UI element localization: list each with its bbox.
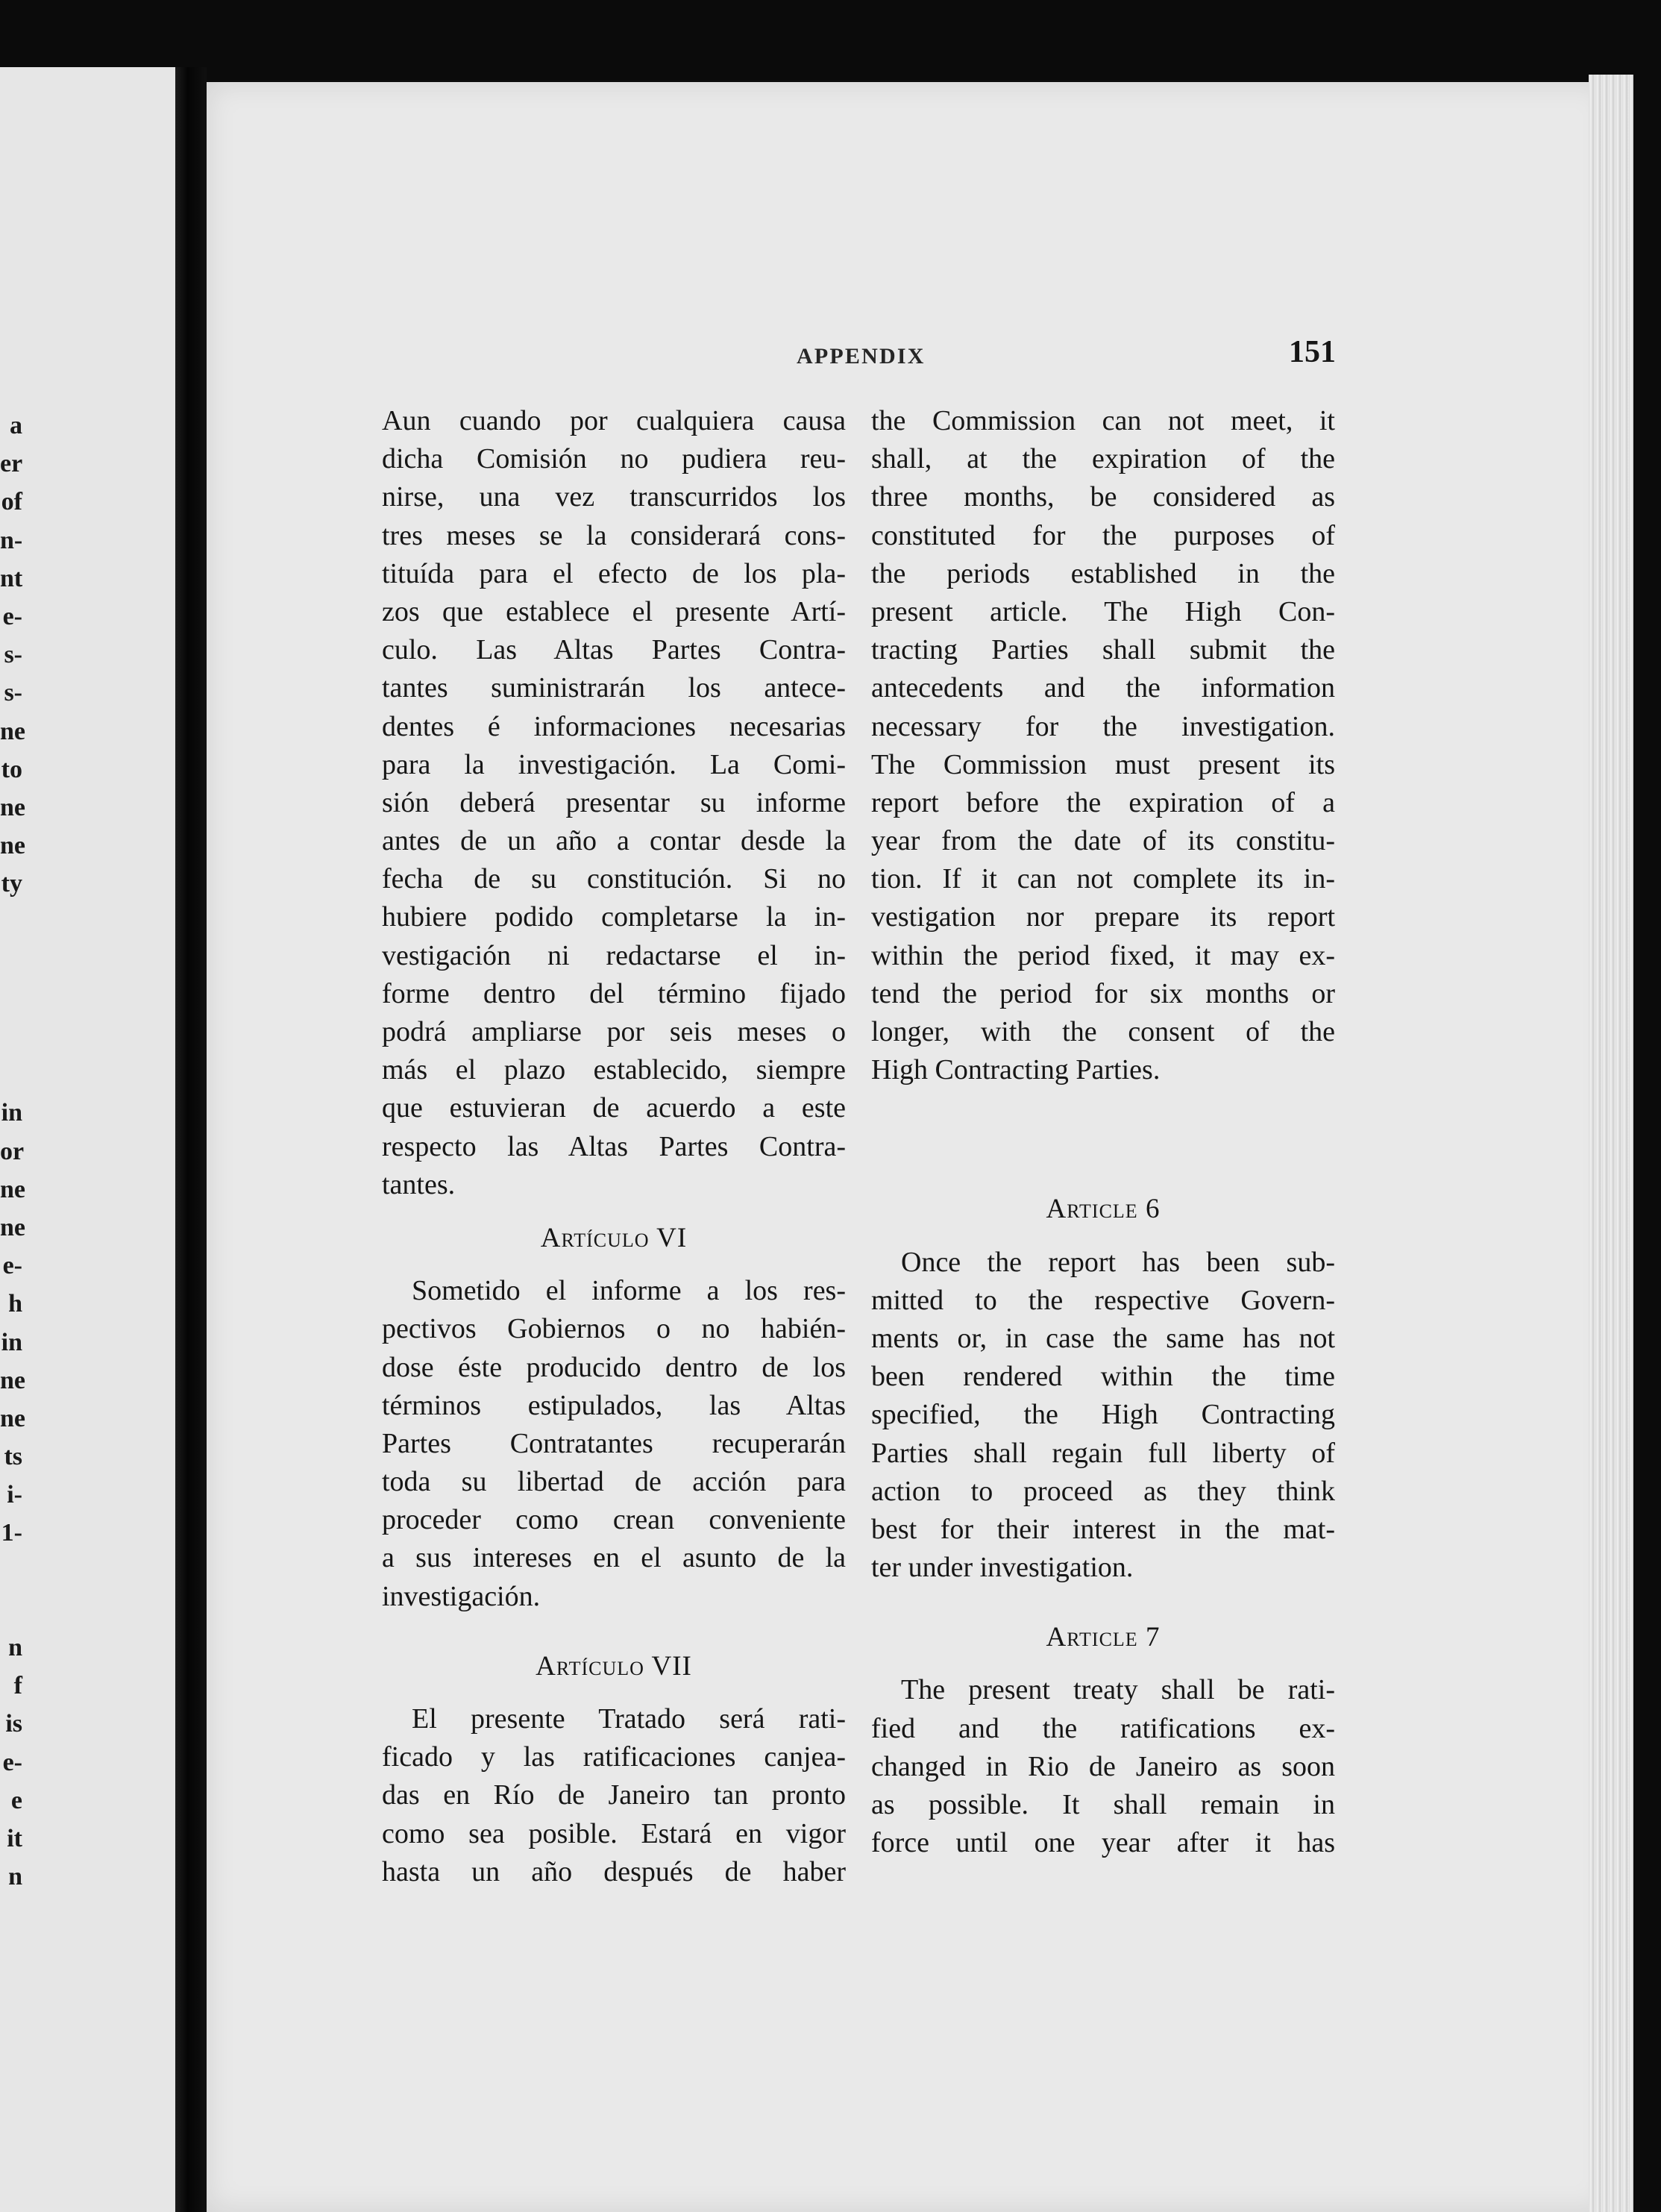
page-number: 151 xyxy=(1289,335,1336,369)
facing-page-fragment xyxy=(0,1018,22,1056)
articulo-vi-text xyxy=(382,1272,846,1616)
text-line: constituted for the purposes of xyxy=(871,519,1335,551)
text-line: a sus intereses en el asunto de la xyxy=(382,1542,846,1574)
text-line: year from the date of its constitu- xyxy=(871,825,1335,857)
facing-page-fragment: is xyxy=(5,1710,22,1738)
text-line: The present treaty shall be rati- xyxy=(901,1674,1335,1706)
facing-page-fragment: ne xyxy=(0,832,25,860)
text-line: the periods established in the xyxy=(871,557,1335,589)
text-line: ments or, in case the same has not xyxy=(871,1322,1335,1354)
facing-page-fragment: f xyxy=(13,1672,22,1700)
text-line: forme dentro del término fijado xyxy=(382,977,846,1009)
text-line: The Commission must present its xyxy=(871,748,1335,780)
text-line: Partes Contratantes recuperarán xyxy=(382,1427,846,1459)
facing-page-fragment xyxy=(0,1591,22,1629)
text-line: fied and the ratifications ex- xyxy=(871,1712,1335,1744)
text-line: three months, be considered as xyxy=(871,481,1335,513)
text-line: para la investigación. La Comi- xyxy=(382,748,846,780)
text-line: vestigación ni redactarse el in- xyxy=(382,939,846,971)
text-line: ter under investigation. xyxy=(871,1552,1134,1584)
text-line: High Contracting Parties. xyxy=(871,1054,1161,1086)
text-line: términos estipulados, las Altas xyxy=(382,1389,846,1421)
text-line: dicha Comisión no pudiera reu- xyxy=(382,443,846,475)
facing-page-fragment: a xyxy=(10,412,22,439)
facing-page-fragment: ne xyxy=(0,793,25,821)
text-line: dose éste producido dentro de los xyxy=(382,1351,846,1383)
text-line: fecha de su constitución. Si no xyxy=(382,863,846,895)
facing-page-fragment: 1- xyxy=(1,1519,22,1547)
text-line: Parties shall regain full liberty of xyxy=(871,1437,1335,1469)
facing-page-fragment: ne xyxy=(0,1366,25,1394)
text-line: culo. Las Altas Partes Contra- xyxy=(382,634,846,666)
book-gutter xyxy=(175,67,207,2212)
facing-page-fragment: i- xyxy=(7,1481,22,1509)
facing-page-fragment: in xyxy=(1,1328,22,1356)
text-line: El presente Tratado será rati- xyxy=(412,1703,846,1735)
facing-page-fragment: e- xyxy=(2,1748,22,1776)
facing-page-fragment: to xyxy=(1,755,22,783)
facing-page-fragment: it xyxy=(7,1824,22,1852)
facing-page-edge xyxy=(0,67,175,2212)
text-line: zos que establece el presente Artí- xyxy=(382,595,846,627)
text-line: tion. If it can not complete its in- xyxy=(871,863,1335,895)
text-line: tantes. xyxy=(382,1168,456,1200)
text-line: within the period fixed, it may ex- xyxy=(871,939,1335,971)
text-line: Sometido el informe a los res- xyxy=(412,1275,846,1307)
text-line: present article. The High Con- xyxy=(871,595,1335,627)
text-line: nirse, una vez transcurridos los xyxy=(382,481,846,513)
facing-page-fragment: ne xyxy=(0,1213,25,1241)
facing-page-fragment: h xyxy=(8,1290,22,1318)
facing-page-fragment: in xyxy=(1,1099,22,1127)
facing-page-fragment: ne xyxy=(0,1404,25,1432)
article-7-text xyxy=(871,1671,1335,1862)
facing-page-fragment: n- xyxy=(0,526,23,554)
text-line: hasta un año después de haber xyxy=(382,1855,846,1887)
text-line: que estuvieran de acuerdo a este xyxy=(382,1092,846,1124)
facing-page-fragment: e- xyxy=(2,1252,22,1280)
text-line: antes de un año a contar desde la xyxy=(382,825,846,857)
facing-page-fragment: s- xyxy=(4,679,22,707)
text-line: dentes é informaciones necesarias xyxy=(382,710,846,742)
text-line: changed in Rio de Janeiro as soon xyxy=(871,1750,1335,1782)
articulo-vi-heading: Artículo VI xyxy=(540,1222,688,1253)
text-line: specified, the High Contracting xyxy=(871,1399,1335,1431)
text-line: hubiere podido completarse la in- xyxy=(382,901,846,933)
text-line: shall, at the expiration of the xyxy=(871,443,1335,475)
article-7-heading: Article 7 xyxy=(1046,1622,1161,1653)
english-column xyxy=(871,402,1335,1862)
text-line: best for their interest in the mat- xyxy=(871,1513,1335,1545)
facing-page-fragment: s- xyxy=(4,641,22,669)
english-intro xyxy=(871,402,1335,1089)
text-line: ficado y las ratificaciones canjea- xyxy=(382,1741,846,1773)
text-line: tituída para el efecto de los pla- xyxy=(382,557,846,589)
scan-border xyxy=(1633,0,1661,2212)
facing-page-fragment: nt xyxy=(0,564,23,592)
articulo-vii-heading: Artículo VII xyxy=(536,1650,692,1682)
text-line: mitted to the respective Govern- xyxy=(871,1284,1335,1316)
facing-page-fragment xyxy=(0,941,22,980)
facing-page-fragment: ne xyxy=(0,717,25,745)
text-line: Once the report has been sub- xyxy=(901,1246,1335,1278)
article-6-heading: Article 6 xyxy=(1046,1194,1161,1225)
facing-page-fragment xyxy=(0,980,22,1018)
spanish-column xyxy=(382,402,846,1891)
facing-page-fragment xyxy=(0,1553,22,1591)
text-line: tend the period for six months or xyxy=(871,977,1335,1009)
text-line: report before the expiration of a xyxy=(871,786,1335,818)
facing-page-fragment xyxy=(0,903,22,941)
facing-page-fragment: n xyxy=(8,1863,22,1891)
text-line: force until one year after it has xyxy=(871,1827,1335,1859)
text-line: action to proceed as they think xyxy=(871,1475,1335,1507)
article-6-text xyxy=(871,1244,1335,1588)
text-line: investigación. xyxy=(382,1580,541,1612)
text-line: toda su libertad de acción para xyxy=(382,1466,846,1498)
facing-page-fragment xyxy=(0,1056,22,1094)
text-line: necessary for the investigation. xyxy=(871,710,1335,742)
text-line: pectivos Gobiernos o no habién- xyxy=(382,1313,846,1345)
text-line: longer, with the consent of the xyxy=(871,1016,1335,1047)
facing-page-fragment: e xyxy=(10,1786,22,1814)
facing-page-fragment: er xyxy=(0,450,23,478)
text-line: más el plazo establecido, siempre xyxy=(382,1054,846,1086)
facing-page-fragment: n xyxy=(8,1634,22,1661)
facing-page-fragment: ne xyxy=(0,1175,25,1203)
text-line: tracting Parties shall submit the xyxy=(871,634,1335,666)
text-line: respecto las Altas Partes Contra- xyxy=(382,1130,846,1162)
facing-page-fragment: of xyxy=(1,488,22,516)
text-line: tantes suministrarán los antece- xyxy=(382,672,846,704)
text-line: proceder como crean conveniente xyxy=(382,1504,846,1536)
text-line: das en Río de Janeiro tan pronto xyxy=(382,1779,846,1811)
facing-page-fragment: or xyxy=(0,1137,25,1165)
text-line: as possible. It shall remain in xyxy=(871,1789,1335,1820)
facing-page-text-fragments xyxy=(0,407,25,1896)
text-line: vestigation nor prepare its report xyxy=(871,901,1335,933)
text-line: antecedents and the information xyxy=(871,672,1335,704)
running-head-title: APPENDIX xyxy=(797,344,926,369)
text-line: podrá ampliarse por seis meses o xyxy=(382,1016,846,1047)
text-line: the Commission can not meet, it xyxy=(871,405,1335,436)
text-line: sión deberá presentar su informe xyxy=(382,786,846,818)
facing-page-fragment: e- xyxy=(2,602,22,630)
page-stack-edge xyxy=(1589,75,1633,2212)
facing-page-fragment: ty xyxy=(1,870,22,898)
text-line: Aun cuando por cualquiera causa xyxy=(382,405,846,436)
spanish-intro xyxy=(382,402,846,1204)
text-line: como sea posible. Estará en vigor xyxy=(382,1817,846,1849)
text-line: been rendered within the time xyxy=(871,1361,1335,1393)
articulo-vii-text xyxy=(382,1700,846,1891)
text-line: tres meses se la considerará cons- xyxy=(382,519,846,551)
facing-page-fragment: ts xyxy=(4,1443,22,1471)
